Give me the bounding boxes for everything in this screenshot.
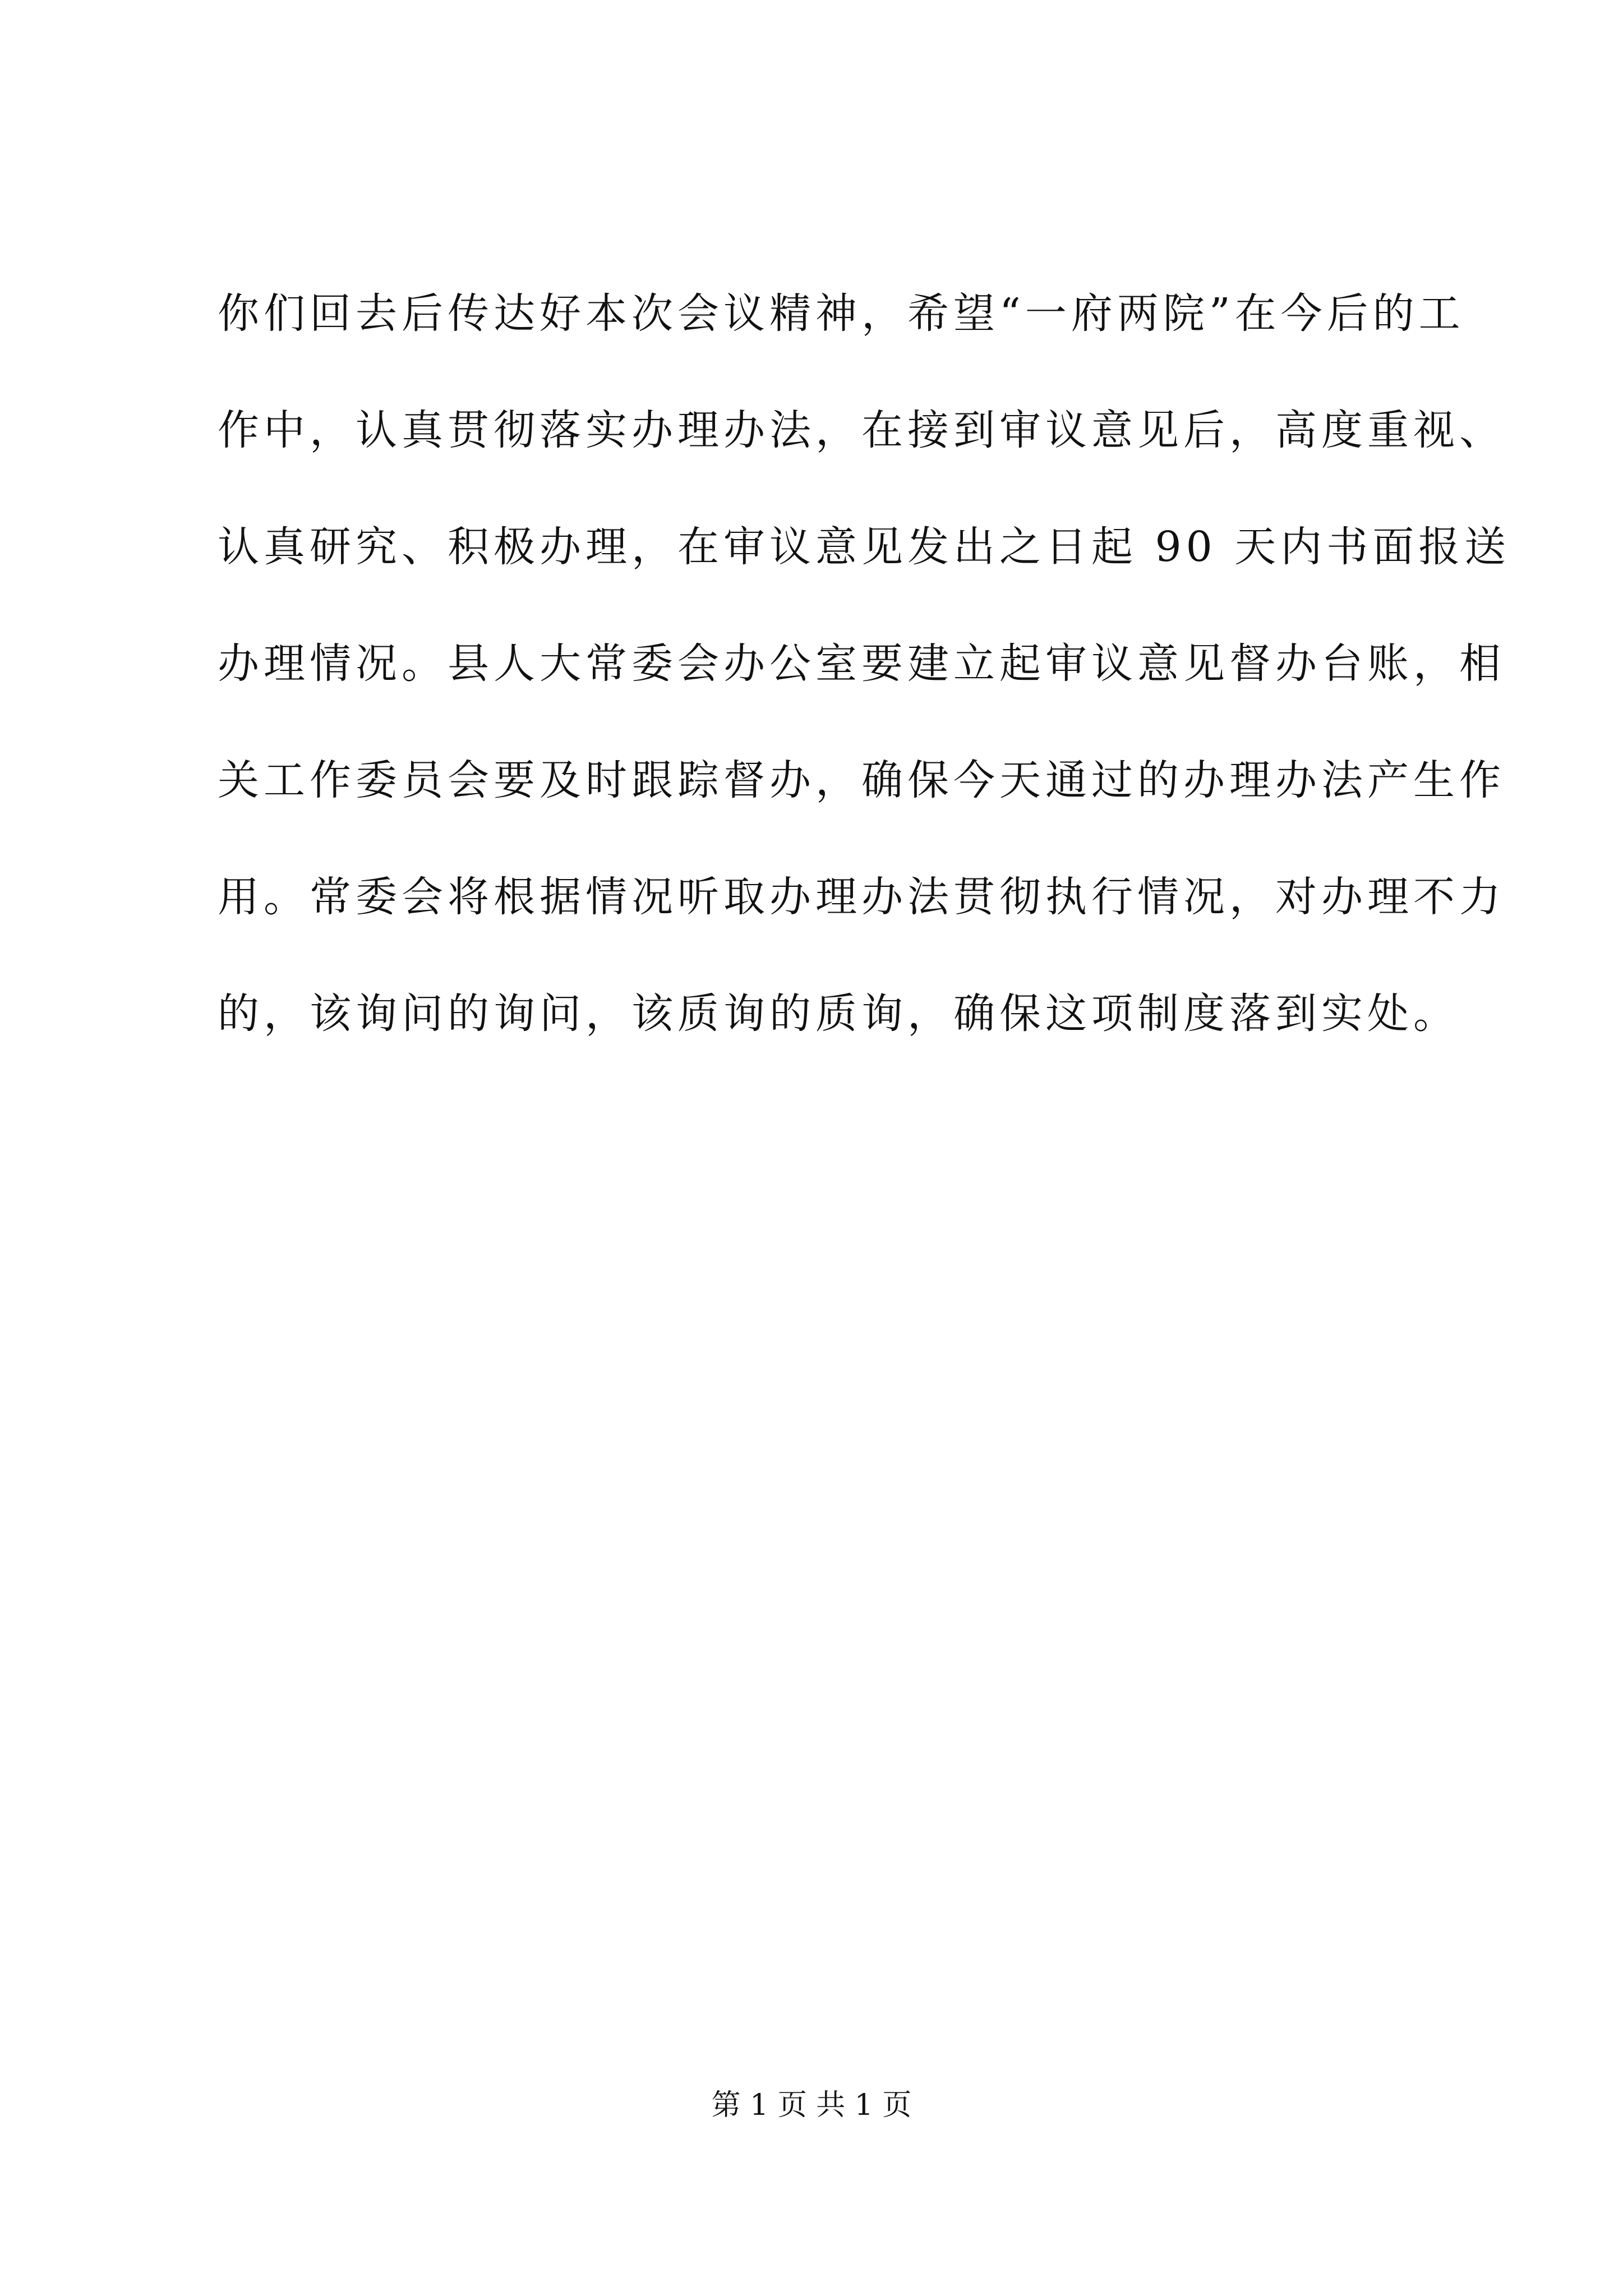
paragraph-line-1: 你们回去后传达好本次会议精神，希望“一府两院”在今后的工 <box>218 289 1465 338</box>
paragraph-line-3: 认真研究、积极办理，在审议意见发出之日起 90 天内书面报送 <box>218 523 1511 571</box>
page-number-footer: 第 1 页 共 1 页 <box>711 2088 912 2122</box>
paragraph-line-7: 的，该询问的询问，该质询的质询，确保这项制度落到实处。 <box>218 990 1459 1038</box>
paragraph-line-2: 作中，认真贯彻落实办理办法，在接到审议意见后，高度重视、 <box>218 406 1505 454</box>
paragraph-line-5: 关工作委员会要及时跟踪督办，确保今天通过的办理办法产生作 <box>218 756 1505 804</box>
paragraph-line-4: 办理情况。县人大常委会办公室要建立起审议意见督办台账，相 <box>218 639 1505 688</box>
body-paragraph <box>218 255 1511 1072</box>
paragraph-line-6: 用。常委会将根据情况听取办理办法贯彻执行情况，对办理不力 <box>218 873 1505 921</box>
